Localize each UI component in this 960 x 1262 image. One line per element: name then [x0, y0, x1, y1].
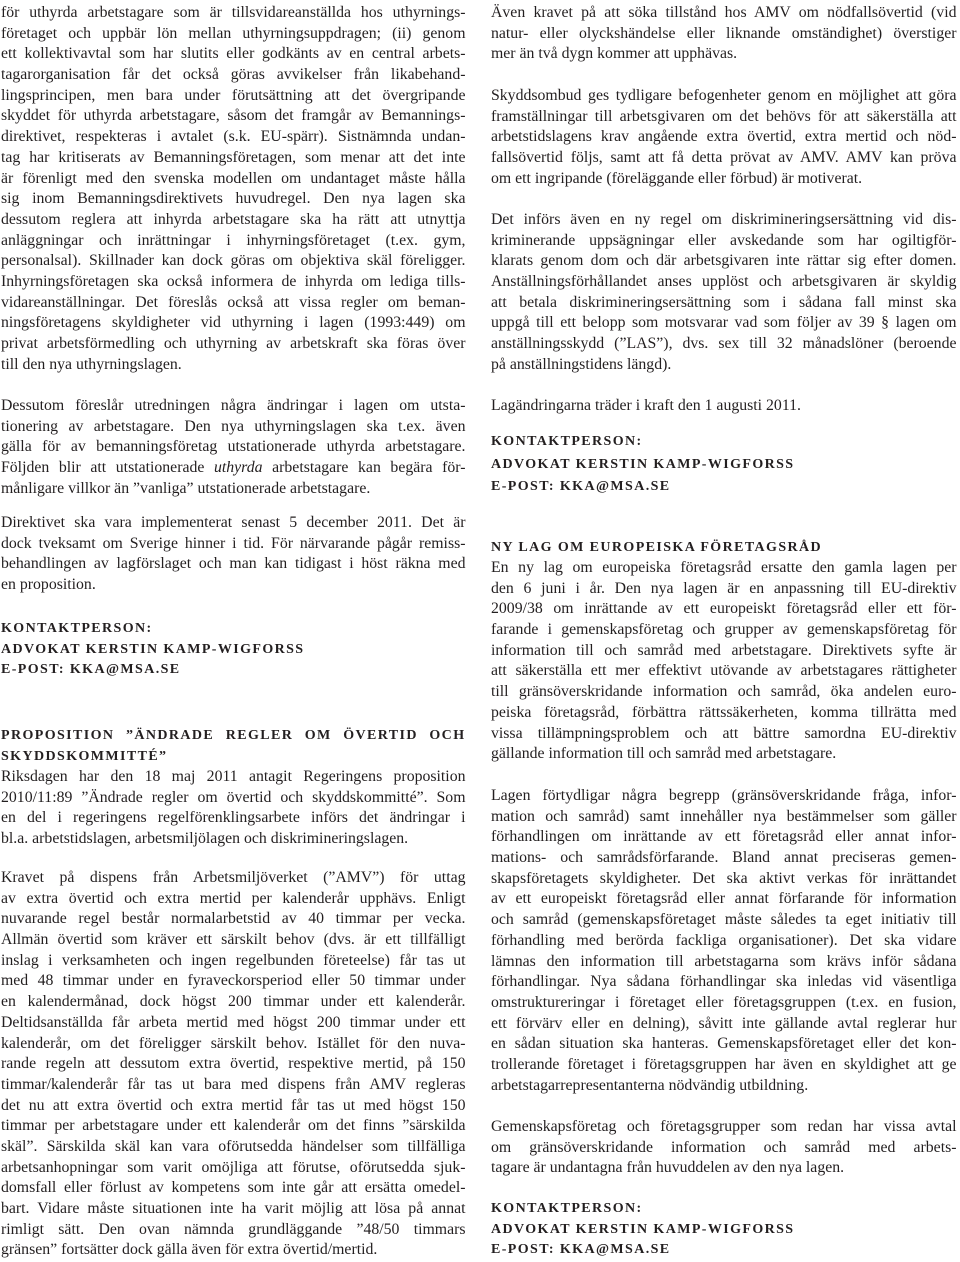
- text-line-text: lämnas den information till arbetstagarna som krävs inför sådana: [491, 952, 957, 970]
- text-line-text: bl.a. arbetstidslagen, arbetsmiljölagen och diskrimineringslagen.: [1, 830, 409, 848]
- text-line-text: på anställningstidens längd).: [491, 355, 672, 373]
- contact-label: [1, 619, 466, 640]
- text-line-text: [1, 458, 466, 479]
- text-line: [1, 396, 466, 417]
- text-line-text: information till och samråd med arbetstagare. Direktivets syfte är: [491, 641, 957, 659]
- text-line-text: Dessutom föreslår utredningen några ändringar i lagen om utsta-: [1, 397, 466, 414]
- paragraph: [491, 396, 957, 417]
- text-line-text: peiska företagsråd, förbättra rättssäkerheten, komma tillrätta med: [491, 703, 957, 721]
- text-line-text: Inhyrningsföretagen ska också informera de inhyrda om lediga tills-: [1, 272, 466, 290]
- text-line-text: att säkerställa ett mer effektivt utövande av arbetstagares rättigheter: [491, 662, 957, 680]
- text-line-text: företaget och uppbär lön mellan uthyrningsuppdragen; (ii) genom: [1, 24, 466, 42]
- text-line-text: domsfall eller förlust av kompetens som inte går att ersätta omedel-: [1, 1179, 466, 1197]
- text-line-text: gälla för av bemanningsföretag utstationerade uthyrda arbetstagare.: [1, 438, 466, 456]
- text-line: [1, 189, 466, 210]
- text-line: [1, 951, 466, 972]
- contact-email: [1, 660, 466, 681]
- text-line-text: Även kravet på att söka tillstånd hos AMV om nödfallsövertid (vid: [491, 4, 957, 21]
- text-line: [1, 1075, 466, 1096]
- paragraph: [491, 3, 957, 65]
- text-line-text: Kravet på dispens från Arbetsmiljöverket (”AMV”) för uttag: [1, 869, 466, 886]
- paragraph: [1, 513, 466, 596]
- text-line-text: arbetsanhopningar som varit omöjliga att förutse, oförutsedda sjuk-: [1, 1158, 466, 1176]
- text-line-text: Gemenskapsföretag och företagsgrupper som redan har vissa avtal: [491, 1118, 957, 1135]
- text-line-text: Direktivet ska vara implementerat senast 5 december 2011. Det är: [1, 514, 466, 531]
- text-line-text: mer än två dygn kommer att upphävas.: [491, 45, 738, 63]
- text-line: [1, 458, 466, 479]
- text-line: [491, 1076, 957, 1097]
- text-line: [1, 868, 466, 889]
- text-line: [491, 661, 957, 682]
- section-heading: [491, 538, 957, 559]
- text-line: [1, 334, 466, 355]
- contact-name-text: ADVOKAT KERSTIN KAMP-WIGFORSS: [491, 456, 795, 472]
- text-line: [1, 24, 466, 45]
- contact-name: [491, 454, 957, 477]
- text-line-text: ningsföretagens skyldigheter vid uthyrning i lagen (1993:449) om: [1, 314, 466, 332]
- text-line: [491, 334, 957, 355]
- text-line-text: till gränsöverskridande information och samråd, öka andelen euro-: [491, 683, 957, 701]
- text-line-text: behandlingen av lagförslaget och man kan tidigast i höst räkna med: [1, 555, 466, 573]
- text-line: [1, 169, 466, 190]
- text-line: [491, 703, 957, 724]
- text-line: [1, 272, 466, 293]
- text-line-text: rande regeln att dessutom extra övertid, respektive mertid, på 150: [1, 1055, 466, 1073]
- text-line: [491, 251, 957, 272]
- text-line-text: privat arbetsförmedling och uthyrning av arbetskraft ska föras över: [1, 335, 466, 352]
- text-line-text: Deltidsanställda får arbeta mertid med högst 200 timmar under ett: [1, 1013, 466, 1031]
- text-line: [1, 930, 466, 951]
- text-line: [491, 910, 957, 931]
- text-line-text: personalsal). Skillnader kan dock göras om objektiva skäl föreligger.: [1, 252, 466, 270]
- text-line: [1, 417, 466, 438]
- text-line: [491, 1117, 957, 1138]
- text-line: [1, 767, 466, 788]
- text-line-text: dock tveksamt om Sverige hinner i tid. För närvarande pågår remiss-: [1, 534, 466, 552]
- text-line-text: och samråd (gemenskapsföretaget måste således ta eget initiativ till: [491, 911, 957, 929]
- text-line: [491, 827, 957, 848]
- contact-email-text: E-POST: KKA@MSA.SE: [491, 479, 671, 494]
- text-line-text: den 6 juni i år. Den nya lagen är en anpassning till EU-direktiv: [491, 579, 957, 597]
- text-line: [491, 1158, 957, 1179]
- text-line: [1, 1013, 466, 1034]
- text-line: [491, 682, 957, 703]
- text-line: [491, 1034, 957, 1055]
- contact-label: [491, 431, 957, 454]
- text-line-text: att betala diskrimineringsersättning som i sådana fall minst ska: [491, 293, 957, 311]
- italic-text: uthyrda: [213, 459, 263, 477]
- text-line: [1, 355, 466, 376]
- text-line-text: inslag i verksamheten och ingen regelbunden företeelse) får tas ut: [1, 951, 466, 969]
- contact-name: [491, 1220, 957, 1241]
- text-line: [491, 1138, 957, 1159]
- text-line: [1, 788, 466, 809]
- text-line: [491, 127, 957, 148]
- text-line: [491, 599, 957, 620]
- paragraph: [1, 868, 466, 1261]
- text-line-text: arbetstidslagens krav angående extra övertid, extra mertid och nöd-: [491, 128, 957, 146]
- text-line: [1, 1137, 466, 1158]
- text-line-text: Anställningsförhållandet anses upplöst och arbetsgivaren är skyldig: [491, 273, 957, 291]
- text-line-text: vidareanställningar. Det föreslås också att vissa regler om beman-: [1, 293, 466, 311]
- text-line: [491, 848, 957, 869]
- text-line-text: tagarorganisation får det också göras avvikelser från likabehand-: [1, 66, 466, 84]
- text-line: [491, 169, 957, 190]
- text-line-text: en sådan situation ska hanteras. Gemenskapsföretaget eller det kon-: [491, 1035, 957, 1053]
- contact-block: [1, 619, 466, 681]
- contact-email-text: E-POST: KKA@MSA.SE: [1, 662, 181, 678]
- text-line-text: farande i gemenskapsföretag och grupper av gemenskapsföretag för: [491, 621, 957, 639]
- text-line: [491, 24, 957, 45]
- text-line-text: Allmän övertid som kräver ett särskilt behov (dvs. är ett tillfälligt: [1, 931, 466, 949]
- text-line-text: Lagen förtydligar några begrepp (gränsöverskridande fråga, infor-: [491, 787, 957, 804]
- text-line: [1, 1240, 466, 1261]
- contact-name: [1, 640, 466, 661]
- text-line-text: direktivet, respekteras i avtalet (s.k. EU-spärr). Sistnämnda undan-: [1, 128, 466, 146]
- text-line-text: mation och samråd) samt innehåller nya bestämmelser som gäller: [491, 807, 957, 825]
- text-line: [491, 889, 957, 910]
- text-line: [491, 107, 957, 128]
- text-line: [491, 807, 957, 828]
- text-line: [491, 579, 957, 600]
- text-line-text: Riksdagen har den 18 maj 2011 antagit Regeringens proposition: [1, 768, 466, 785]
- text-line-text: en del i regeringens regelförenklingsarbete införs det ändringar i: [1, 809, 466, 827]
- text-line-text: kalenderår, om det föreligger särskilt behov. Istället för den nuva-: [1, 1034, 466, 1052]
- text-line-text: bart. Vidare måste situationen inte ha varit möjlig att lösa på annat: [1, 1200, 466, 1217]
- text-line-text: Lagändringarna träder i kraft den 1 augusti 2011.: [491, 397, 801, 414]
- text-line-text: med 48 timmar under en fyraveckorsperiod eller 50 timmar under: [1, 972, 466, 990]
- text-line: [1, 65, 466, 86]
- heading-line: [1, 747, 466, 768]
- text-line-text: skyddet för uthyrda arbetstagare, såsom det framgår av Bemannings-: [1, 107, 466, 125]
- text-line: [1, 479, 466, 500]
- text-line: [491, 148, 957, 169]
- text-line: [491, 744, 957, 765]
- text-line: [1, 313, 466, 334]
- contact-label-text: KONTAKTPERSON:: [491, 434, 643, 449]
- text-line: [491, 86, 957, 107]
- text-line-text: av ett europeiskt företagsråd eller annat förfarande för information: [491, 890, 957, 908]
- paragraph: [1, 3, 466, 375]
- text-line: [491, 869, 957, 890]
- text-line-text: gränsen” fortsätter dock gälla även för extra övertid/mertid.: [1, 1241, 378, 1259]
- text-line: [1, 575, 466, 596]
- contact-label-text: KONTAKTPERSON:: [1, 621, 153, 636]
- text-line: [491, 724, 957, 745]
- text-line-text: om gränsöverskridande information och samråd med arbets-: [491, 1138, 957, 1156]
- contact-email: [491, 1240, 957, 1261]
- text-line-text: 2009/38 om inrättande av ett europeiskt företagsråd eller ett för-: [491, 600, 957, 618]
- text-line-text: dessutom reglera att inhyrda arbetstagare ska ha rätt att utnyttja: [1, 210, 466, 228]
- text-line-text: lingsprincipen, men bara under förutsättning att det övergripande: [1, 86, 466, 104]
- text-line-text: sig inom Bemanningsdirektivets huvudregel. Den nya lagen ska: [1, 190, 466, 208]
- text-line-text: nuvarande regel består normalarbetstid av 40 timmar per vecka.: [1, 910, 466, 928]
- text-line-text: anställningsskydd (”LAS”), dvs. sex till 32 månadslöner (beroende: [491, 335, 957, 353]
- text-line-text: det nu att extra övertid och extra mertid får tas ut med högst 150: [1, 1096, 466, 1114]
- text-line: [491, 558, 957, 579]
- text-line: [1, 1199, 466, 1220]
- text-line: [1, 971, 466, 992]
- text-line: [491, 972, 957, 993]
- paragraph: [1, 396, 466, 499]
- text-line-text: gällande information till och samråd med arbetstagare.: [491, 745, 837, 763]
- text-line-text: omstruktureringar i företaget eller företagsgruppen (t.ex. en fusion,: [491, 993, 957, 1011]
- text-line: [1, 808, 466, 829]
- text-line: [491, 786, 957, 807]
- text-line: [491, 993, 957, 1014]
- text-line-text: en proposition.: [1, 576, 96, 594]
- text-line: [1, 127, 466, 148]
- text-line: [1, 534, 466, 555]
- contact-label: [491, 1199, 957, 1220]
- text-line: [491, 620, 957, 641]
- contact-label-text: KONTAKTPERSON:: [491, 1201, 643, 1216]
- text-line-text: Skyddsombud ges tydligare befogenheter genom en möjlighet att göra: [491, 87, 957, 104]
- text-line-text: Det införs även en ny regel om diskrimineringsersättning vid dis-: [491, 211, 957, 228]
- contact-block: [491, 1199, 957, 1261]
- text-line-text: rimligt sätt. Den ovan nämnda grundläggande ”48/50 timmars: [1, 1220, 466, 1238]
- text-line: [1, 1034, 466, 1055]
- text-line-text: timmar/kalenderår får tas ut bara med dispens från AMV regleras: [1, 1075, 466, 1093]
- text-line: [491, 210, 957, 231]
- text-line: [491, 952, 957, 973]
- text-line-text: förhandlingen om inrättande av ett företagsråd eller annat infor-: [491, 828, 957, 846]
- heading-line-text: PROPOSITION ”ÄNDRADE REGLER OM ÖVERTID OCH: [1, 728, 466, 743]
- left-column: [1, 0, 466, 1262]
- text-line: [1, 554, 466, 575]
- text-line-text: tionering av arbetstagare. Den nya uthyrningslagen ska t.ex. även: [1, 417, 466, 435]
- text-line: [1, 829, 466, 850]
- text-line-text: uppgå till ett belopp som motsvarar vad som följer av 39 § lagen om: [491, 314, 957, 332]
- section-heading: [1, 726, 466, 767]
- text-line: [491, 641, 957, 662]
- text-line: [491, 396, 957, 417]
- paragraph: [491, 210, 957, 376]
- text-line: [1, 1096, 466, 1117]
- paragraph: [491, 558, 957, 765]
- contact-email-text: E-POST: KKA@MSA.SE: [491, 1242, 671, 1258]
- text-line: [1, 513, 466, 534]
- text-line: [1, 437, 466, 458]
- text-line-text: arbetstagarrepresentanterna nödvändig utbildning.: [491, 1076, 809, 1094]
- text-line-text: är förenligt med den svenska modellen om undantaget måste hålla: [1, 169, 466, 187]
- text-line-text: av extra övertid och extra mertid per kalenderår upphävs. Enligt: [1, 889, 466, 907]
- text-line: [491, 272, 957, 293]
- text-line-text: en kalendermånad, dock högst 200 timmar under ett kalenderår.: [1, 993, 466, 1011]
- contact-name-text: ADVOKAT KERSTIN KAMP-WIGFORSS: [1, 641, 305, 657]
- text-line-text: kriminerande uppsägningar eller avskedande som har ogiltigför-: [491, 231, 957, 249]
- text-line-text: framställningar till arbetsgivaren om det behövs för att säkerställa att: [491, 107, 957, 125]
- text-line: [1, 1054, 466, 1075]
- text-line-text: månligare villkor än ”vanliga” utstationerade arbetstagare.: [1, 479, 371, 497]
- contact-email: [491, 476, 957, 499]
- text-line: [1, 44, 466, 65]
- text-line: [1, 251, 466, 272]
- text-line: [1, 1220, 466, 1241]
- paragraph: [491, 86, 957, 189]
- text-line: [491, 313, 957, 334]
- text-line: [491, 355, 957, 376]
- text-line: [1, 1158, 466, 1179]
- text-line: [1, 148, 466, 169]
- text-segment: Följden blir att utstationerade: [1, 459, 214, 477]
- text-line: [491, 44, 957, 65]
- text-line: [491, 3, 957, 24]
- text-line: [491, 1014, 957, 1035]
- text-line-text: mations- och samrådsförfarande. Bland annat preciseras gemen-: [491, 849, 957, 867]
- text-line-text: skapsföretagets skyldigheter. Det ska aktivt verkas för inrättandet: [491, 869, 957, 887]
- text-segment: arbetstagare kan begära för-: [262, 459, 466, 477]
- text-line: [1, 1178, 466, 1199]
- text-line-text: tagare är undantagna från huvuddelen av den nya lagen.: [491, 1159, 845, 1177]
- heading-line: [1, 726, 466, 747]
- text-line-text: vissa tillämpningsproblem och att bättre samordna EU-direktiv: [491, 724, 957, 742]
- text-line-text: förhandlingar. Nya sådana förhandlingar ska inledas vid väsentliga: [491, 973, 957, 991]
- text-line-text: klarats genom dom och där arbetsgivaren inte rättar sig efter domen.: [491, 252, 957, 270]
- heading-line: [491, 538, 957, 559]
- text-line: [1, 909, 466, 930]
- text-line-text: anläggningar och inrättningar i inhyrningsföretaget (t.ex. gym,: [1, 231, 466, 249]
- heading-line-text: NY LAG OM EUROPEISKA FÖRETAGSRÅD: [491, 540, 823, 555]
- paragraph: [491, 786, 957, 1096]
- text-line: [1, 210, 466, 231]
- paragraph: [1, 767, 466, 850]
- text-line: [1, 106, 466, 127]
- contact-block: [491, 431, 957, 499]
- text-line-text: trollerande företaget i företagsgruppen har även en skyldighet att ge: [491, 1055, 957, 1073]
- text-line: [1, 86, 466, 107]
- text-line-text: förhandling med berörda fackliga organisationer). Det ska vidare: [491, 931, 957, 949]
- text-line: [1, 3, 466, 24]
- text-line: [491, 1055, 957, 1076]
- text-line-text: 2010/11:89 ”Ändrade regler om övertid och skyddskommitté”. Som: [1, 788, 466, 806]
- text-line-text: ett kollektivavtal som har slutits eller godkänts av en central arbets-: [1, 45, 466, 63]
- text-line-text: timmar per arbetstagare under ett kalenderår om det finns ”särskilda: [1, 1117, 466, 1135]
- text-line: [491, 293, 957, 314]
- text-line: [491, 231, 957, 252]
- text-line-text: för uthyrda arbetstagare som är tillsvidareanställda hos uthyrnings-: [1, 4, 466, 21]
- text-line-text: skäl”. Särskilda skäl kan vara oförutsedda händelser som tillfälliga: [1, 1137, 466, 1155]
- text-line: [1, 293, 466, 314]
- text-line-text: En ny lag om europeiska företagsråd ersatte den gamla lagen per: [491, 559, 957, 576]
- right-column: [491, 0, 957, 1262]
- text-line: [1, 1116, 466, 1137]
- text-line-text: ett förvärv eller en delning), såvitt inte gällande avtal reglerar hur: [491, 1014, 957, 1032]
- text-line-text: till den nya uthyrningslagen.: [1, 355, 182, 373]
- text-line: [1, 992, 466, 1013]
- heading-line-text: SKYDDSKOMMITTÉ”: [1, 748, 168, 764]
- text-line-text: tag har kritiserats av Bemanningsföretagen, som menar att det inte: [1, 148, 466, 166]
- paragraph: [491, 1117, 957, 1179]
- text-line-text: om ett ingripande (föreläggande eller förbud) är motiverat.: [491, 169, 863, 187]
- contact-name-text: ADVOKAT KERSTIN KAMP-WIGFORSS: [491, 1221, 795, 1237]
- text-line: [1, 889, 466, 910]
- text-line-text: fallsövertid följs, samt att få detta prövat av AMV. AMV kan pröva: [491, 149, 957, 167]
- text-line: [491, 931, 957, 952]
- text-line-text: natur- eller olyckshändelse eller liknande omständighet) överstiger: [491, 24, 957, 42]
- text-line: [1, 231, 466, 252]
